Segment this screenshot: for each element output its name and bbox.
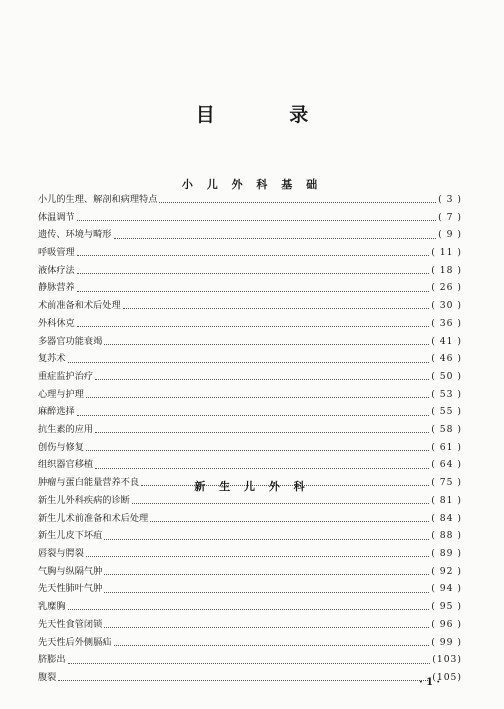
toc-leader-dots (86, 450, 429, 451)
toc-entry-title: 心理与护理 (38, 388, 84, 400)
toc-entry-title: 唇裂与腭裂 (38, 548, 84, 560)
toc-leader-dots (159, 202, 436, 203)
toc-leader-dots (95, 432, 429, 433)
toc-entry-page: ( 84 ) (431, 512, 462, 524)
toc-entry-page: ( 18 ) (431, 264, 462, 276)
toc-entry-title: 小儿的生理、解剖和病理特点 (38, 194, 158, 205)
toc-entry[interactable] (38, 191, 462, 209)
toc-leader-dots (77, 415, 430, 416)
toc-entry-title: 遗传、环境与畸形 (38, 229, 112, 241)
toc-entry-title: 新生儿外科疾病的诊断 (38, 495, 130, 506)
toc-entry-title: 组织器官移植 (38, 459, 94, 471)
toc-leader-dots (104, 574, 429, 575)
toc-entry-title: 脐膨出 (38, 654, 66, 666)
toc-entry[interactable] (38, 527, 462, 545)
toc-entry-page: ( 55 ) (431, 406, 462, 418)
toc-entry-title: 气胸与纵隔气肿 (38, 565, 103, 577)
toc-entry[interactable] (38, 262, 462, 280)
toc-entry-page: ( 3 ) (438, 194, 462, 205)
toc-entry-page: ( 7 ) (438, 211, 462, 223)
toc-entry[interactable] (38, 651, 462, 669)
toc-entry[interactable] (38, 226, 462, 244)
toc-entry-page: (103) (432, 654, 462, 666)
toc-leader-dots (104, 539, 429, 540)
page-title: 目 录 (195, 104, 343, 126)
toc-entry[interactable] (38, 580, 462, 598)
toc-entry-page: ( 46 ) (431, 353, 462, 365)
toc-leader-dots (68, 663, 431, 664)
toc-entry[interactable] (38, 545, 462, 563)
toc-entry[interactable] (38, 333, 462, 351)
toc-list-neonatal (38, 492, 462, 687)
toc-leader-dots (150, 521, 429, 522)
toc-entry-page: ( 92 ) (431, 565, 462, 577)
toc-entry-page: ( 61 ) (431, 441, 462, 453)
toc-entry-page: ( 64 ) (431, 459, 462, 471)
toc-entry[interactable] (38, 563, 462, 581)
section-heading-neonatal: 新 生 儿 外 科 (194, 480, 310, 493)
toc-entry-title: 乳糜胸 (38, 601, 66, 613)
toc-leader-dots (104, 344, 429, 345)
toc-entry-page: ( 26 ) (431, 282, 462, 294)
toc-leader-dots (77, 291, 430, 292)
toc-entry-page: ( 9 ) (438, 229, 462, 241)
toc-entry[interactable] (38, 368, 462, 386)
toc-entry-title: 体温调节 (38, 211, 75, 223)
toc-leader-dots (77, 220, 436, 221)
toc-entry[interactable] (38, 456, 462, 474)
toc-entry-page: ( 89 ) (431, 548, 462, 560)
toc-leader-dots (95, 468, 429, 469)
toc-leader-dots (95, 379, 429, 380)
toc-entry-page: ( 95 ) (431, 601, 462, 613)
toc-entry[interactable] (38, 315, 462, 333)
section-heading-basics: 小 儿 外 科 基 础 (181, 178, 323, 191)
toc-entry-title: 创伤与修复 (38, 441, 84, 453)
toc-entry-title: 先天性食管闭锁 (38, 618, 103, 630)
toc-entry-title: 重症监护治疗 (38, 370, 94, 382)
toc-entry[interactable] (38, 439, 462, 457)
toc-entry-page: ( 58 ) (431, 423, 462, 435)
toc-entry-page: ( 53 ) (431, 388, 462, 400)
toc-entry[interactable] (38, 616, 462, 634)
toc-entry[interactable] (38, 510, 462, 528)
toc-entry-page: ( 75 ) (431, 477, 462, 488)
toc-leader-dots (86, 556, 429, 557)
toc-leader-dots (104, 592, 429, 593)
toc-leader-dots (68, 362, 430, 363)
toc-entry[interactable] (38, 598, 462, 616)
toc-entry-title: 新生儿皮下坏疽 (38, 530, 103, 542)
toc-entry-page: ( 50 ) (431, 370, 462, 382)
toc-leader-dots (77, 326, 430, 327)
toc-leader-dots (68, 609, 430, 610)
toc-entry[interactable] (38, 244, 462, 262)
toc-entry-title: 多器官功能衰竭 (38, 335, 103, 347)
toc-leader-dots (86, 397, 429, 398)
toc-entry-title: 先天性后外侧膈疝 (38, 636, 112, 648)
toc-entry-page: ( 11 ) (431, 247, 462, 259)
toc-entry-page: ( 96 ) (431, 618, 462, 630)
toc-entry-page: ( 94 ) (431, 583, 462, 595)
toc-entry[interactable] (38, 279, 462, 297)
toc-entry-title: 抗生素的应用 (38, 423, 94, 435)
toc-entry-page: ( 99 ) (431, 636, 462, 648)
toc-entry-page: ( 88 ) (431, 530, 462, 542)
toc-entry[interactable] (38, 386, 462, 404)
toc-list-basics (38, 191, 462, 492)
toc-leader-dots (114, 238, 437, 239)
toc-entry[interactable] (38, 297, 462, 315)
toc-entry-page: (105) (432, 671, 462, 683)
toc-entry[interactable] (38, 209, 462, 227)
toc-entry-page: ( 81 ) (431, 495, 462, 506)
toc-entry[interactable] (38, 492, 462, 510)
toc-entry-title: 外科休克 (38, 317, 75, 329)
toc-leader-dots (104, 627, 429, 628)
toc-entry-title: 静脉营养 (38, 282, 75, 294)
toc-leader-dots (77, 255, 430, 256)
toc-entry-page: ( 30 ) (431, 300, 462, 312)
toc-entry-page: ( 36 ) (431, 317, 462, 329)
toc-entry-title: 液体疗法 (38, 264, 75, 276)
toc-entry-title: 复苏术 (38, 353, 66, 365)
toc-entry[interactable] (38, 421, 462, 439)
toc-leader-dots (123, 308, 430, 309)
toc-entry-title: 新生儿术前准备和术后处理 (38, 512, 149, 524)
toc-entry[interactable] (38, 634, 462, 652)
toc-leader-dots (132, 503, 429, 504)
footer-page-number: · 1 · (419, 677, 440, 688)
toc-entry-title: 麻醉选择 (38, 406, 75, 418)
toc-entry[interactable] (38, 403, 462, 421)
toc-entry-page: ( 41 ) (431, 335, 462, 347)
toc-entry-title: 腹裂 (38, 671, 57, 683)
toc-leader-dots (77, 273, 430, 274)
toc-entry-title: 呼吸管理 (38, 247, 75, 259)
toc-entry[interactable] (38, 350, 462, 368)
toc-entry-title: 术前准备和术后处理 (38, 300, 121, 312)
toc-entry-title: 先天性肺叶气肿 (38, 583, 103, 595)
toc-leader-dots (114, 645, 430, 646)
toc-entry-title: 肿瘤与蛋白能量营养不良 (38, 477, 140, 488)
